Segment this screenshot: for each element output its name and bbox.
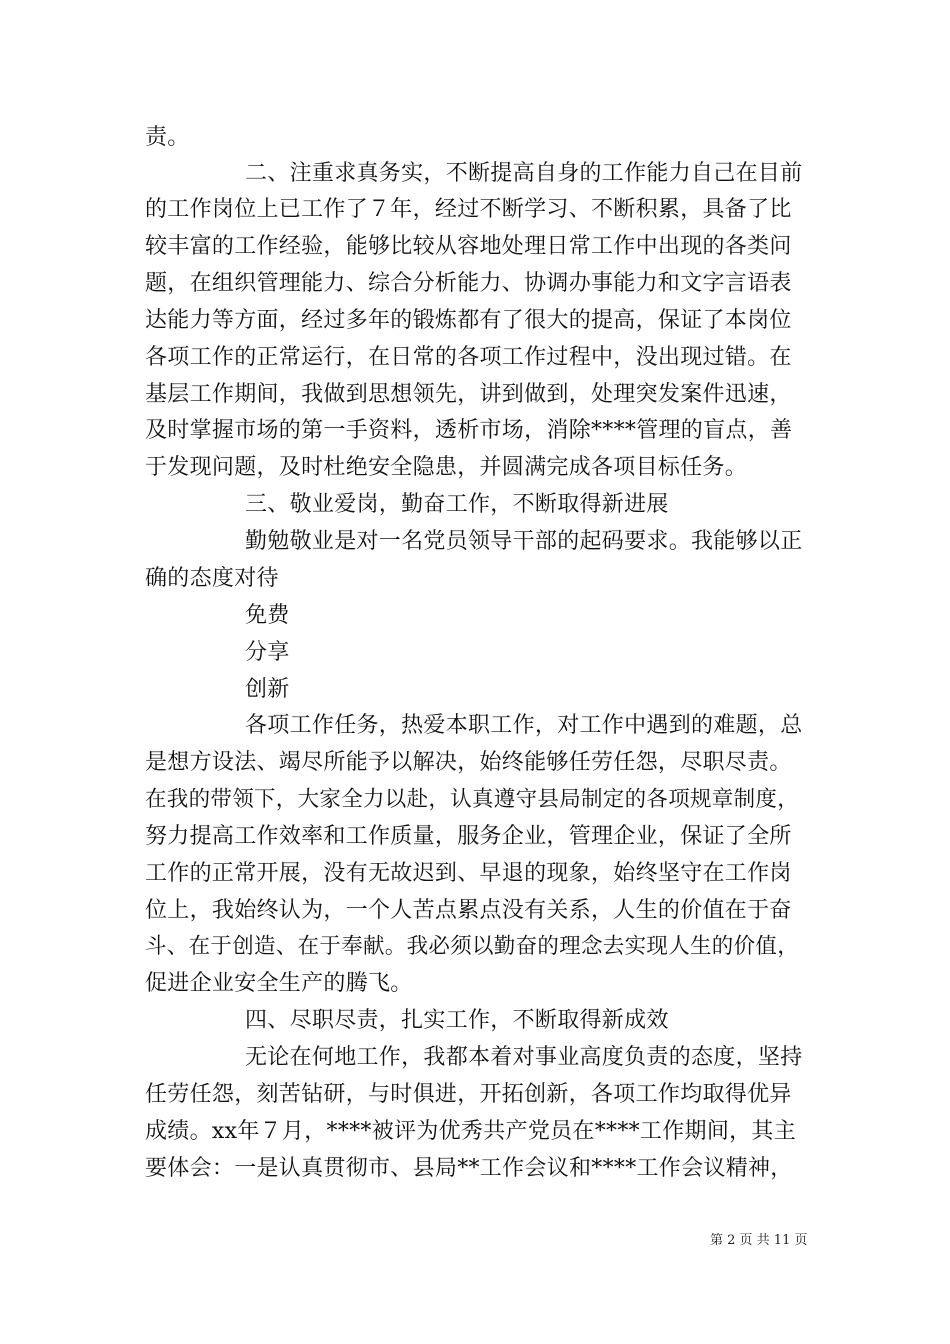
text-line: 斗、在于创造、在于奉献。我必须以勤奋的理念去实现人生的价值， — [145, 934, 800, 959]
text-line: 努力提高工作效率和工作质量，服务企业，管理企业，保证了全所 — [145, 824, 792, 849]
text-line: 位上，我始终认为，一个人苦点累点没有关系，人生的价值在于奋 — [145, 898, 792, 923]
text-line: 的工作岗位上已工作了７年，经过不断学习、不断积累，具备了比 — [145, 197, 792, 222]
text-line: 各项工作任务，热爱本职工作，对工作中遇到的难题，总 — [245, 713, 803, 738]
section-heading-4: 四、尽职尽责，扎实工作，不断取得新成效 — [245, 1008, 669, 1033]
text-line: 要体会：一是认真贯彻市、县局**工作会议和****工作会议精神， — [145, 1156, 793, 1181]
text-line: 在我的带领下，大家全力以赴，认真遵守县局制定的各项规章制度， — [145, 787, 800, 812]
text-line: 无论在何地工作，我都本着对事业高度负责的态度，坚持 — [245, 1045, 803, 1070]
text-line: 题，在组织管理能力、综合分析能力、协调办事能力和文字言语表 — [145, 271, 792, 296]
text-line: 责。 — [145, 125, 190, 150]
text-line: 勤勉敬业是对一名党员领导干部的起码要求。我能够以正 — [245, 529, 803, 554]
text-line: 及时掌握市场的第一手资料，透析市场，消除****管理的盲点，善 — [145, 418, 793, 443]
text-line: 工作的正常开展，没有无故迟到、早退的现象，始终坚守在工作岗 — [145, 861, 792, 886]
text-line: 促进企业安全生产的腾飞。 — [145, 971, 413, 996]
page-number: 第 2 页 共 11 页 — [710, 1233, 808, 1248]
text-line: 于发现问题，及时杜绝安全隐患，并圆满完成各项目标任务。 — [145, 455, 748, 480]
text-line: 是想方设法、竭尽所能予以解决，始终能够任劳任怨，尽职尽责。 — [145, 750, 792, 775]
text-line: 任劳任怨，刻苦钻研，与时俱进，开拓创新，各项工作均取得优异 — [145, 1082, 792, 1107]
text-line: 确的态度对待 — [145, 566, 279, 591]
text-line: 创新 — [245, 677, 290, 702]
text-line: 分享 — [245, 640, 290, 665]
text-line: 较丰富的工作经验，能够比较从容地处理日常工作中出现的各类问 — [145, 234, 792, 259]
section-heading-2: 二、注重求真务实，不断提高自身的工作能力自己在目前 — [245, 161, 803, 186]
text-line: 基层工作期间，我做到思想领先，讲到做到，处理突发案件迅速， — [145, 382, 792, 407]
text-line: 成绩。xx年７月，****被评为优秀共产党员在****工作期间，其主 — [145, 1119, 797, 1144]
text-line: 免费 — [245, 603, 290, 628]
text-line: 各项工作的正常运行，在日常的各项工作过程中，没出现过错。在 — [145, 345, 792, 370]
text-line: 达能力等方面，经过多年的锻炼都有了很大的提高，保证了本岗位 — [145, 308, 792, 333]
section-heading-3: 三、敬业爱岗，勤奋工作，不断取得新进展 — [245, 492, 669, 517]
